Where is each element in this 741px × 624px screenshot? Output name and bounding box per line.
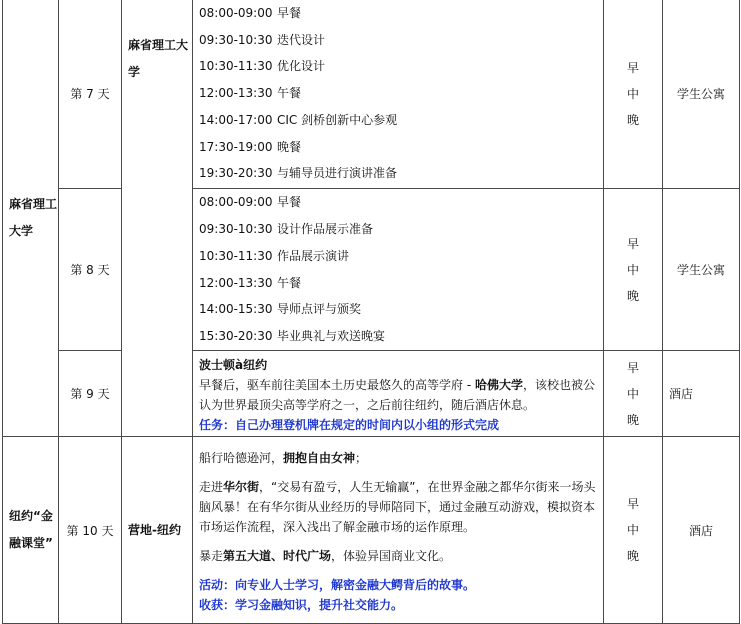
day-10-label: 第 10 天: [59, 437, 122, 624]
schedule-item: 17:30-19:00 晚餐: [199, 139, 302, 154]
schedule-item: 14:00-17:00 CIC 剑桥创新中心参观: [199, 112, 398, 127]
schedule-item: 09:30-10:30 迭代设计: [199, 32, 326, 47]
day-9-label: 第 9 天: [59, 351, 122, 437]
day-9-meals: 早 中 晚: [604, 351, 663, 437]
day-10-activity: 活动：向专业人士学习，解密金融大鳄背后的故事。: [199, 577, 476, 592]
schedule-item: 08:00-09:00 早餐: [199, 195, 302, 210]
schedule-item: 10:30-11:30 作品展示演讲: [199, 248, 350, 263]
schedule-item: 14:00-15:30 导师点评与颁奖: [199, 302, 362, 317]
schedule-item: 19:30-20:30 与辅导员进行演讲准备: [199, 166, 398, 181]
day-10-p2: 走进华尔街，“交易有盈亏，人生无输赢”，在世界金融之都华尔街来一场头脑风暴！在有华尔街从业经历的导师陪同下，通过金融互动游戏，模拟资本市场运作流程，深入浅出了解金融市场的运作原理。: [199, 479, 596, 534]
day-8-row: [3, 189, 740, 351]
day-9-description: [193, 351, 604, 437]
day-9-task: 任务：自己办理登机牌在规定的时间内以小组的形式完成: [199, 417, 500, 432]
day-7-lodging: 学生公寓: [663, 0, 740, 189]
day-7-label: 第 7 天: [59, 0, 122, 189]
day-10-p1: 船行哈德逊河，拥抱自由女神；: [199, 450, 368, 465]
schedule-item: 15:30-20:30 毕业典礼与欢送晚宴: [199, 329, 386, 344]
day-7-row: [3, 0, 740, 189]
day-8-schedule: [193, 189, 604, 351]
day-8-label: 第 8 天: [59, 189, 122, 351]
itinerary-table: [2, 0, 740, 624]
day-10-meals: 早 中 晚: [604, 437, 663, 624]
schedule-item: 10:30-11:30 优化设计: [199, 59, 326, 74]
day-9-lodging: 酒店: [663, 351, 740, 437]
day-10-description: [193, 437, 604, 624]
schedule-item: 08:00-09:00 早餐: [199, 5, 302, 20]
day-9-row: [3, 351, 740, 437]
day-7-schedule: [193, 0, 604, 189]
day-9-text: 早餐后，驱车前往美国本土历史最悠久的高等学府 - 哈佛大学，该校也被公认为世界最顶尖高等学府之一，之后前往纽约，随后酒店休息。: [199, 377, 595, 412]
day-10-p3: 暴走第五大道、时代广场，体验异国商业文化。: [199, 548, 452, 563]
region-mit: 麻省理工大学: [3, 0, 59, 437]
place-new-york: 营地-纽约: [122, 437, 193, 624]
schedule-item: 09:30-10:30 设计作品展示准备: [199, 221, 374, 236]
schedule-item: 12:00-13:30 午餐: [199, 275, 302, 290]
schedule-item: 12:00-13:30 午餐: [199, 86, 302, 101]
place-mit: 麻省理工大学: [122, 0, 193, 437]
day-10-gain: 收获：学习金融知识，提升社交能力。: [199, 597, 404, 612]
day-9-heading: 波士顿à纽约: [199, 357, 268, 372]
day-8-lodging: 学生公寓: [663, 189, 740, 351]
day-10-row: [3, 437, 740, 624]
day-10-lodging: 酒店: [663, 437, 740, 624]
day-7-meals: 早 中 晚: [604, 0, 663, 189]
day-8-meals: 早 中 晚: [604, 189, 663, 351]
region-new-york: 纽约“金融课堂”: [3, 437, 59, 624]
